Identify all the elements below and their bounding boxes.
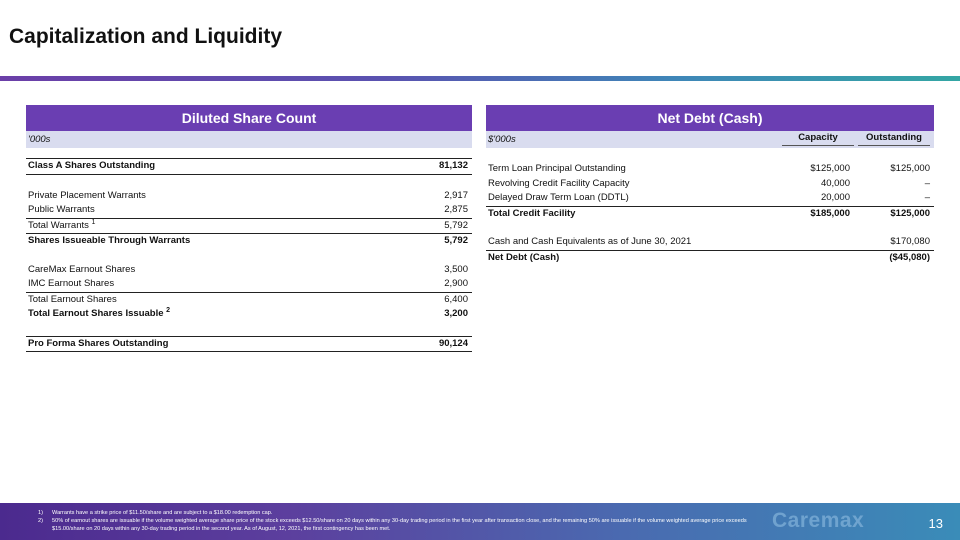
table-row: Total Warrants $^1$ 5,792 (26, 219, 472, 235)
table-row: Class A Shares Outstanding 81,132 (26, 158, 472, 175)
page-number: 13 (928, 516, 943, 531)
table-row: IMC Earnout Shares 2,900 (26, 277, 472, 293)
table-row: Term Loan Principal Outstanding $125,000 $125,000 (488, 163, 930, 174)
table-row: Net Debt (Cash) ($45,080) (488, 251, 930, 263)
footnotes (38, 509, 768, 534)
page-title: Capitalization and Liquidity (9, 25, 282, 48)
table-row: Pro Forma Shares Outstanding 90,124 (26, 336, 472, 353)
footer-bar (0, 503, 960, 540)
table-row: Revolving Credit Facility Capacity 40,000 – (488, 177, 930, 189)
title-divider (0, 76, 960, 81)
diluted-share-count-panel (26, 105, 472, 352)
table-row: Cash and Cash Equivalents as of June 30, 2021 $170,080 (486, 235, 934, 251)
net-debt-header: Net Debt (Cash) (486, 105, 934, 131)
caremax-logo: Caremax (772, 509, 865, 532)
table-row: Shares Issueable Through Warrants 5,792 (28, 235, 468, 246)
table-row: Private Placement Warrants 2,917 (28, 189, 468, 201)
footnote: 1) Warrants have a strike price of $11.50/share and are subject to a $18.00 redemption cap. (38, 510, 273, 516)
net-debt-unit-label: $'000s Capacity Outstanding (486, 131, 934, 148)
table-row: Delayed Draw Term Loan (DDTL) 20,000 – (486, 191, 934, 207)
table-row: Public Warrants 2,875 (26, 203, 472, 219)
table-row: CareMax Earnout Shares 3,500 (28, 263, 468, 275)
diluted-unit-label: '000s (26, 131, 472, 148)
footnote: 2) 50% of earnout shares are issuable if the volume weighted average share price of the stock exceeds $12.50/share on 20 days within any 30-day trading period in the first year after transaction close, and the remaining 50% are issuable if the volume weighted average price exceeds $15.00/share on 20 days within any 30-day trading period in the second year. As of August, 12, 2021, the first contingency has been met. (38, 518, 747, 533)
diluted-share-count-header: Diluted Share Count (26, 105, 472, 131)
net-debt-panel (486, 105, 934, 265)
outstanding-column-header: Outstanding (858, 131, 930, 146)
table-row: Total Credit Facility $185,000 $125,000 (488, 207, 930, 219)
table-row: Total Earnout Shares Issuable $^2$ 3,200 (28, 306, 468, 319)
capacity-column-header: Capacity (782, 131, 854, 146)
table-row: Total Earnout Shares 6,400 (28, 293, 468, 305)
